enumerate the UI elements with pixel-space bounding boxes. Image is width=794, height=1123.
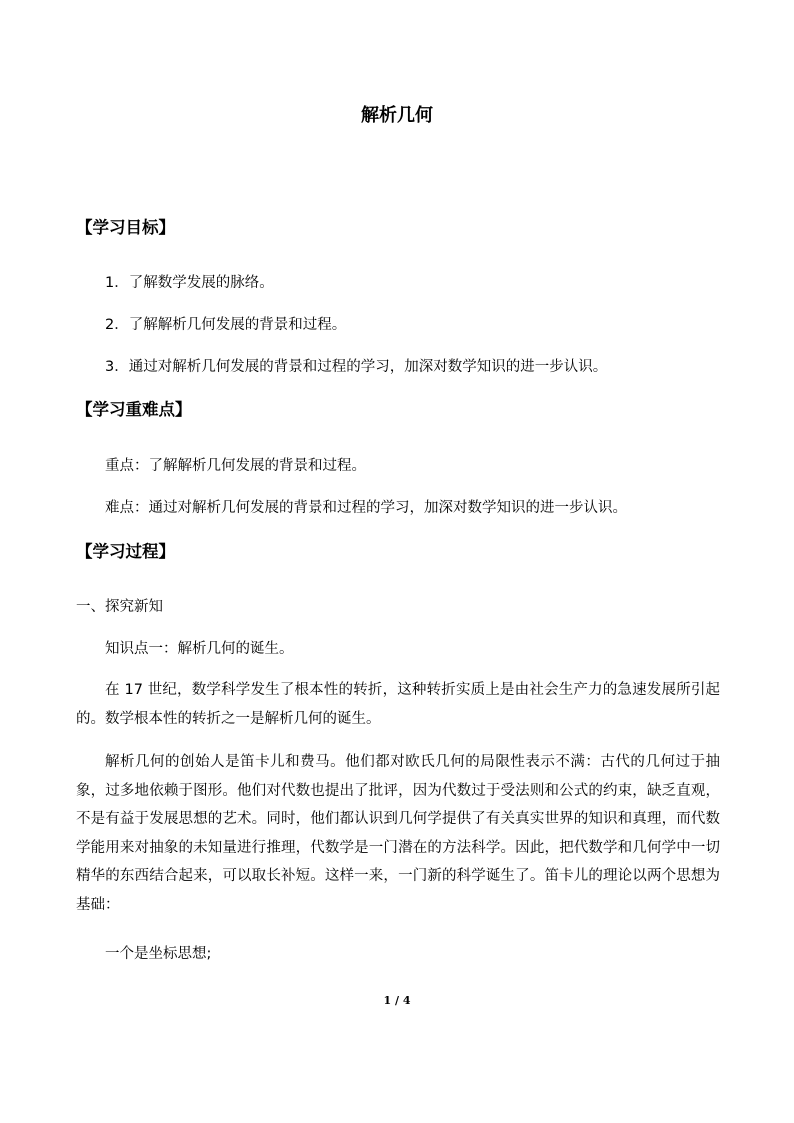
key-points-heading: 【学习重难点】: [76, 400, 192, 419]
paragraph-2: 解析几何的创始人是笛卡儿和费马。他们都对欧氏几何的局限性表示不满：古代的几何过于抽象，过多地依赖于图形。他们对代数也提出了批评，因为代数过于受法则和公式的约束，缺乏直观，不是有益于发展思想的艺术。同时，他们都认识到几何学提供了有关真实世界的知识和真理，而代数学能用来对抽象的未知量进行推理，代数学是一门潜在的方法科学。因此，把代数学和几何学中一切精华的东西结合起来，可以取长补短。这样一来，一门新的科学诞生了。笛卡儿的理论以两个思想为基础：: [76, 754, 720, 913]
objective-item-1: 1．了解数学发展的脉络。: [105, 275, 274, 291]
page-number: 1 / 4: [383, 994, 411, 1007]
objective-item-3: 3．通过对解析几何发展的背景和过程的学习，加深对数学知识的进一步认识。: [105, 359, 608, 375]
page-title: 解析几何: [361, 105, 433, 126]
key-point-item-1: 重点：了解解析几何发展的背景和过程。: [105, 458, 366, 474]
process-heading: 【学习过程】: [76, 542, 175, 561]
key-point-item-2: 难点：通过对解析几何发展的背景和过程的学习，加深对数学知识的进一步认识。: [105, 500, 627, 516]
paragraph-1: 在 17 世纪，数学科学发生了根本性的转折，这种转折实质上是由社会生产力的急速发展所引起的。数学根本性的转折之一是解析几何的诞生。: [76, 682, 720, 727]
knowledge-point: 知识点一：解析几何的诞生。: [105, 641, 294, 657]
objectives-heading: 【学习目标】: [76, 218, 175, 237]
process-subheading: 一、探究新知: [76, 599, 163, 615]
paragraph-3: 一个是坐标思想;: [105, 946, 212, 962]
objective-item-2: 2．了解解析几何发展的背景和过程。: [105, 317, 347, 333]
